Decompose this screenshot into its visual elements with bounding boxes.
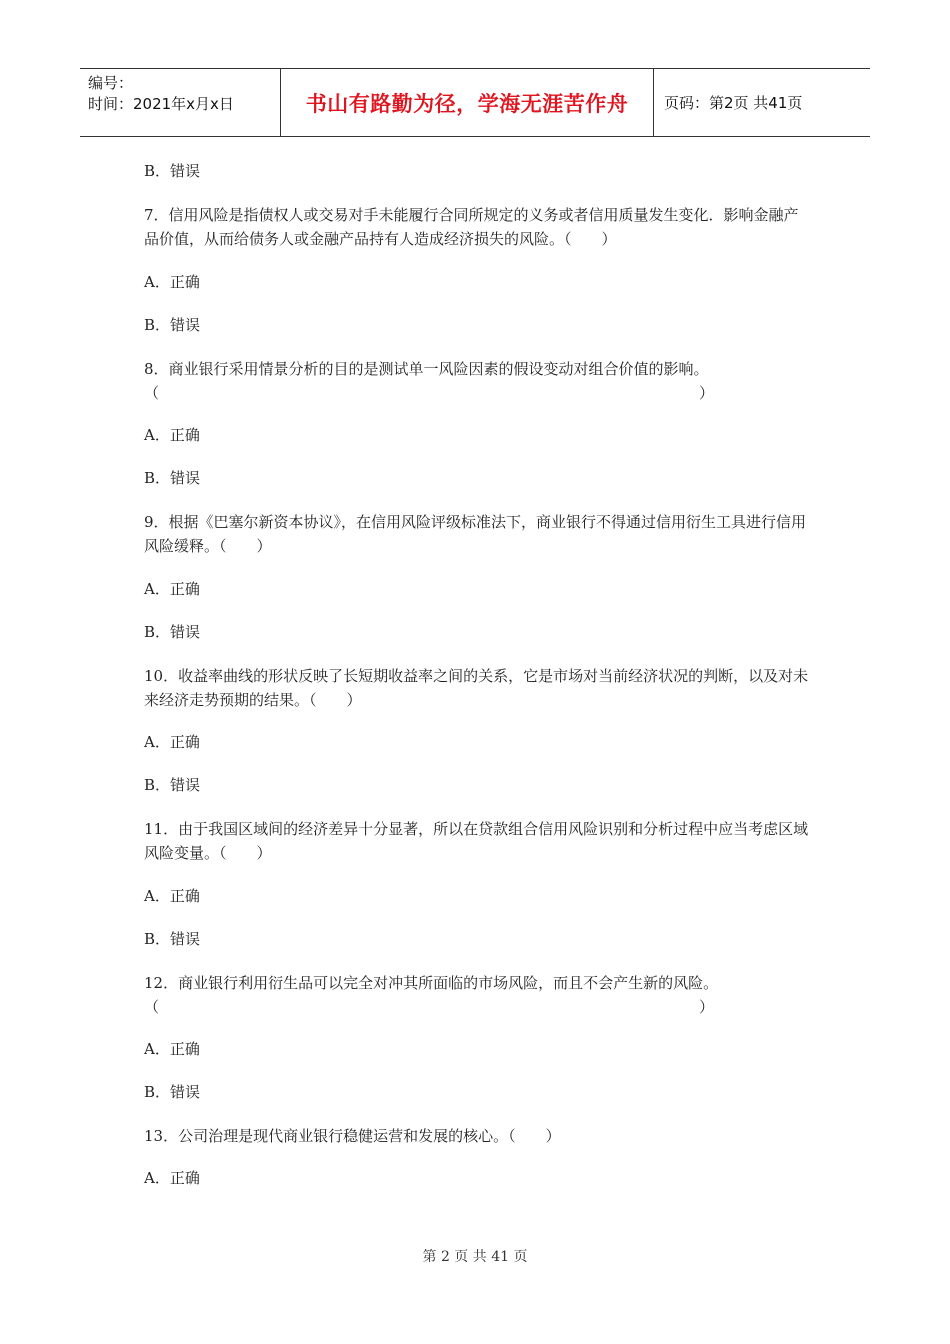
header-meta: [80, 69, 281, 136]
header-page-cell: [654, 69, 870, 136]
option-a: A．正确: [144, 580, 200, 598]
question-9: 9．根据《巴塞尔新资本协议》，在信用风险评级标准法下，商业银行不得通过信用衍生工具进行信用风险缓释。（ ）: [144, 513, 807, 555]
option-b: B．错误: [144, 930, 201, 948]
page-header: [80, 68, 870, 137]
option-a: A．正确: [144, 1169, 200, 1187]
page-footer: 第 2 页 共 41 页: [422, 1249, 528, 1265]
option-b: B．错误: [144, 469, 201, 487]
question-11: 11．由于我国区域间的经济差异十分显著，所以在贷款组合信用风险识别和分析过程中应当考虑区域风险变量。（ ）: [144, 820, 809, 862]
question-13: 13．公司治理是现代商业银行稳健运营和发展的核心。（ ）: [144, 1127, 561, 1145]
option-a: A．正确: [144, 887, 200, 905]
option-a: A．正确: [144, 1040, 200, 1058]
option-a: A．正确: [144, 273, 200, 291]
question-10: 10．收益率曲线的形状反映了长短期收益率之间的关系，它是市场对当前经济状况的判断，以及对未来经济走势预期的结果。（ ）: [144, 667, 809, 709]
header-page-info: 页码：第2页 共41页: [664, 94, 803, 112]
header-motto: 书山有路勤为径，学海无涯苦作舟: [305, 91, 629, 116]
question-7: 7．信用风险是指债权人或交易对手未能履行合同所规定的义务或者信用质量发生变化．影响金融产品价值，从而给债务人或金融产品持有人造成经济损失的风险。（ ）: [144, 206, 799, 248]
option-a: A．正确: [144, 733, 200, 751]
option-a: A．正确: [144, 426, 200, 444]
option-b: B．错误: [144, 316, 201, 334]
option-b: B．错误: [144, 623, 201, 641]
question-12: 12．商业银行利用衍生品可以完全对冲其所面临的市场风险，而且不会产生新的风险。（ ）: [144, 974, 719, 1016]
option-b: B．错误: [144, 162, 201, 180]
option-b: B．错误: [144, 776, 201, 794]
header-motto-cell: [281, 69, 654, 136]
document-number-label: 编号：: [88, 74, 134, 92]
question-8: 8．商业银行采用情景分析的目的是测试单一风险因素的假设变动对组合价值的影响。（ ）: [144, 360, 715, 402]
option-b: B．错误: [144, 1083, 201, 1101]
document-time: 时间：2021年x月x日: [88, 95, 234, 113]
